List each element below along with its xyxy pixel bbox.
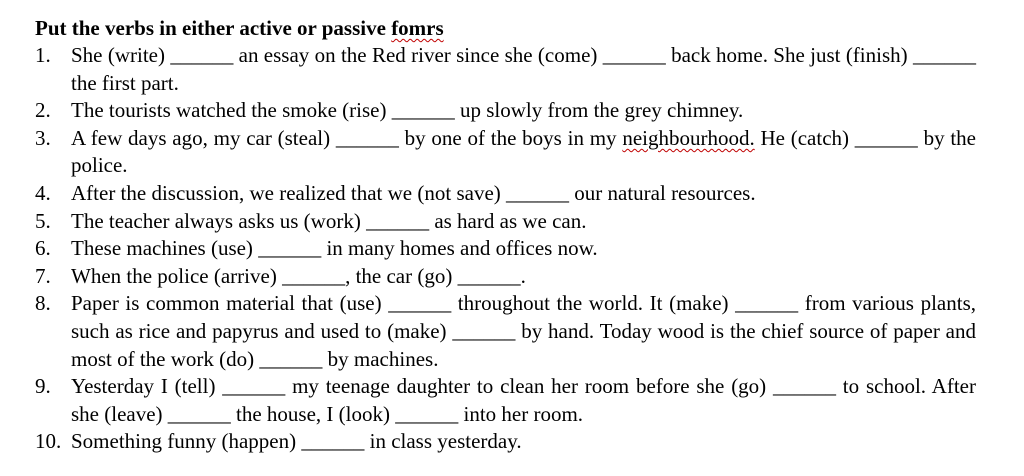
item-text: in class yesterday. (364, 429, 522, 454)
answer-blank[interactable]: ______ (395, 401, 459, 426)
item-number: 5. (35, 208, 51, 233)
item-text: back home. She just (finish) (665, 43, 913, 67)
item-text: She (write) (71, 43, 171, 67)
item-text: When the police (arrive) (71, 263, 283, 288)
title-text: Put the verbs in either active or passive (35, 16, 392, 40)
answer-blank[interactable]: ______ (282, 263, 346, 288)
item-text: Paper is common material that (use) (71, 291, 389, 316)
answer-blank[interactable]: ______ (170, 43, 234, 67)
exercise-item-9 (35, 373, 976, 428)
item-text: The tourists watched the smoke (rise) (71, 98, 392, 123)
item-text: in many homes and offices now. (321, 236, 598, 261)
item-text: an essay on the Red river since she (come) (233, 43, 603, 67)
answer-blank[interactable]: ______ (457, 263, 521, 288)
exercise-item-8 (35, 290, 976, 373)
item-number: 1. (35, 43, 51, 67)
answer-blank[interactable]: ______ (735, 291, 799, 316)
item-text: as hard as we can. (429, 208, 587, 233)
exercise-item-5 (35, 208, 976, 236)
answer-blank[interactable]: ______ (391, 98, 455, 123)
item-text: our natural resources. (569, 180, 756, 205)
answer-blank[interactable]: ______ (258, 236, 322, 261)
exercise-item-6 (35, 235, 976, 263)
item-text: A few days ago, my car (steal) (71, 125, 336, 150)
exercise-item-4 (35, 180, 976, 208)
item-text: These machines (use) (71, 236, 259, 261)
item-text: by the police. (71, 125, 976, 178)
item-text: from various plants, such as rice and papyrus and used to (make) (71, 291, 976, 343)
item-text: into her room. (458, 401, 584, 426)
item-text: my teenage daughter to clean her room before she (go) (285, 374, 773, 399)
item-text: the house, I (look) (230, 401, 396, 426)
item-text: by hand. Today wood is the chief source of paper and most of the work (do) (71, 318, 976, 371)
spellcheck-word: neighbourhood. (622, 125, 755, 150)
item-text: . (520, 263, 526, 288)
answer-blank[interactable]: ______ (335, 125, 399, 150)
answer-blank[interactable]: ______ (452, 318, 516, 343)
item-number: 4. (35, 180, 51, 205)
answer-blank[interactable]: ______ (854, 125, 918, 150)
item-text: Something funny (happen) (71, 429, 302, 454)
item-number: 6. (35, 236, 51, 261)
item-text: , the car (go) (345, 263, 458, 288)
answer-blank[interactable]: ______ (301, 429, 365, 454)
item-text: Yesterday I (tell) (71, 374, 223, 399)
worksheet-title (35, 14, 976, 42)
item-number: 3. (35, 125, 51, 150)
answer-blank[interactable]: ______ (388, 291, 452, 316)
item-text: the first part. (71, 70, 179, 95)
exercise-item-10 (35, 428, 976, 456)
item-number: 8. (35, 291, 51, 316)
exercise-item-7 (35, 263, 976, 291)
answer-blank[interactable]: ______ (259, 346, 323, 371)
item-number: 7. (35, 263, 51, 288)
item-text: by one of the boys in my (398, 125, 623, 150)
exercise-item-1 (35, 42, 976, 97)
exercise-item-2 (35, 97, 976, 125)
item-text: After the discussion, we realized that we (not save) (71, 180, 507, 205)
answer-blank[interactable]: ______ (773, 374, 836, 399)
item-number: 10. (35, 429, 62, 454)
answer-blank[interactable]: ______ (912, 43, 976, 67)
answer-blank[interactable]: ______ (366, 208, 430, 233)
item-text: He (catch) (754, 125, 855, 150)
answer-blank[interactable]: ______ (506, 180, 570, 205)
answer-blank[interactable]: ______ (222, 374, 286, 399)
item-text: to school. After she (leave) (71, 374, 976, 426)
item-number: 2. (35, 98, 51, 123)
answer-blank[interactable]: ______ (167, 401, 231, 426)
exercise-item-3 (35, 125, 976, 180)
exercise-list (35, 42, 976, 456)
item-text: throughout the world. It (make) (451, 291, 736, 316)
item-text: up slowly from the grey chimney. (454, 98, 744, 123)
item-number: 9. (35, 374, 51, 399)
item-text: The teacher always asks us (work) (71, 208, 367, 233)
answer-blank[interactable]: ______ (602, 43, 666, 67)
item-text: by machines. (322, 346, 439, 371)
spellcheck-word: fomrs (391, 16, 444, 40)
